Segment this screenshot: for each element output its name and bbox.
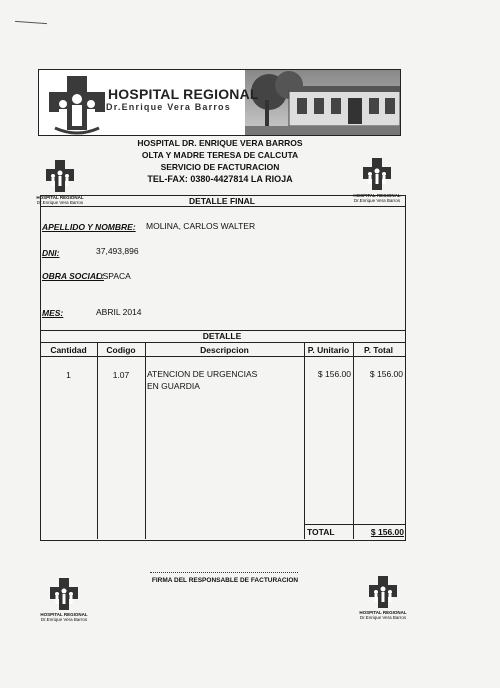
banner-title: HOSPITAL REGIONAL [108,86,259,102]
dni-label: DNI: [42,248,60,258]
col-total: P. Total [364,345,393,355]
invoice-form [40,195,406,541]
row-descripcion-2: EN GUARDIA [147,381,200,391]
obra-label: OBRA SOCIAL: [42,271,105,281]
dni-value: 37,493,896 [96,246,139,256]
header-line-2: OLTA Y MADRE TERESA DE CALCUTA [141,150,299,160]
hospital-logo-icon [49,76,105,133]
total-value: $ 156.00 [370,527,404,537]
section-title: DETALLE FINAL [189,196,255,206]
name-value: MOLINA, CARLOS WALTER [146,221,256,231]
mes-value: ABRIL 2014 [96,307,142,317]
hospital-logo-icon [50,578,78,610]
row-total: $ 156.00 [369,369,403,379]
row-unitario: $ 156.00 [317,369,351,379]
header-line-4: TEL-FAX: 0380-4427814 LA RIOJA [147,174,293,184]
row-descripcion-1: ATENCION DE URGENCIAS [147,369,258,379]
hospital-logo-icon [369,576,397,608]
header-line-1: HOSPITAL DR. ENRIQUE VERA BARROS [137,138,303,148]
signature-line [150,572,298,573]
mes-label: MES: [42,308,64,318]
name-label: APELLIDO Y NOMBRE: [42,222,136,232]
small-logo-sub: Dr.Enrique Vera Barros [353,198,401,203]
banner-subtitle: Dr.Enrique Vera Barros [106,102,231,112]
small-logo-sub: Dr.Enrique Vera Barros [359,615,407,620]
col-codigo: Codigo [106,345,136,355]
total-label: TOTAL [307,527,335,537]
signature-caption: FIRMA DEL RESPONSABLE DE FACTURACION [151,577,299,584]
hospital-logo-icon [363,158,391,190]
small-logo-sub: Dr.Enrique Vera Barros [36,200,84,205]
detail-title: DETALLE [202,331,242,341]
small-logo-name: HOSPITAL REGIONAL [359,610,407,615]
small-logo-sub: Dr.Enrique Vera Barros [40,617,88,622]
header-line-3: SERVICIO DE FACTURACION [160,162,280,172]
col-cantidad: Cantidad [50,345,87,355]
small-logo-name: HOSPITAL REGIONAL [36,195,84,200]
row-codigo: 1.07 [112,370,130,380]
hospital-logo-icon [46,160,74,192]
col-unitario: P. Unitario [307,345,350,355]
obra-value: OSPACA [96,271,131,281]
row-cantidad: 1 [66,370,71,380]
small-logo-name: HOSPITAL REGIONAL [40,612,88,617]
col-descripcion: Descripcion [200,345,249,355]
scan-mark [15,21,47,24]
small-logo-name: HOSPITAL REGIONAL [353,193,401,198]
hospital-building-photo [245,70,400,135]
